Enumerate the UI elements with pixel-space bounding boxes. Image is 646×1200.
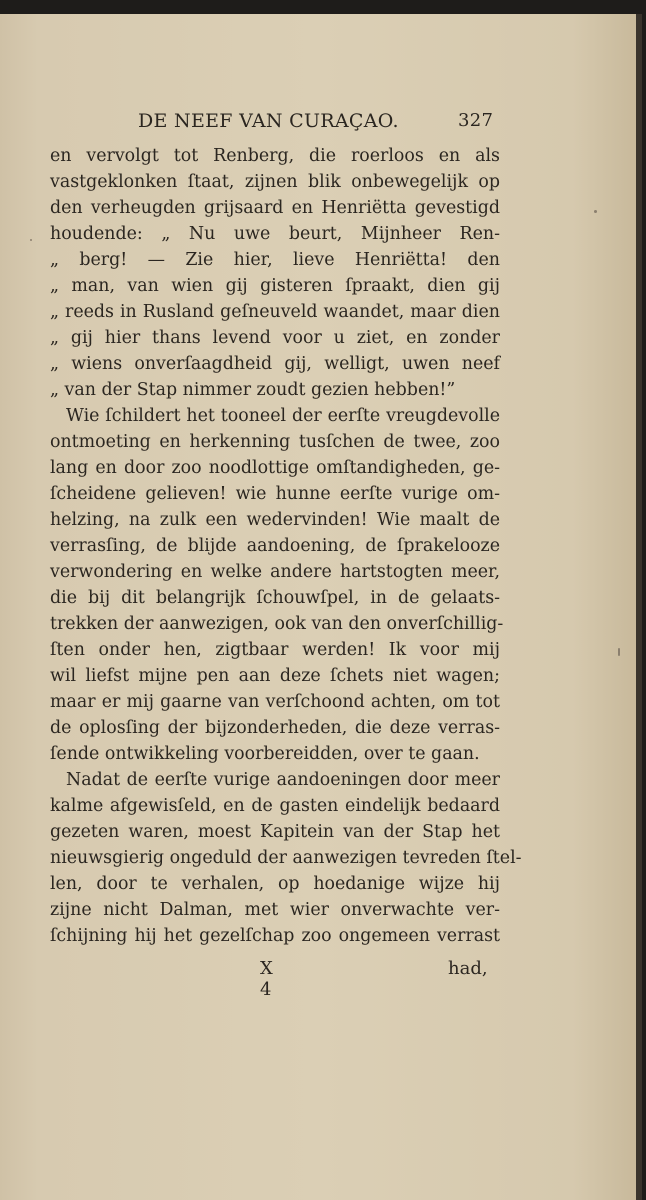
text-line: „ gij hier thans levend voor u ziet, en zonder [50,328,500,348]
running-title: DE NEEF VAN CURAÇAO. [138,110,399,132]
paper-speck [30,239,32,241]
text-line: ontmoeting en herkenning tusſchen de twee, zoo [50,432,500,452]
text-line: ſende ontwikkeling voorbereidden, over te gaan. [50,744,480,764]
text-line: helzing, na zulk een wedervinden! Wie maalt de [50,510,500,530]
text-line: nieuwsgierig ongeduld der aanwezigen tevreden ſtel- [50,848,522,868]
text-line: gezeten waren, moest Kapitein van der Stap het [50,822,500,842]
catchword: had, [448,958,488,979]
book-page [0,14,636,1200]
text-line: Wie ſchildert het tooneel der eerſte vreugdevolle [66,406,500,426]
text-line: ſten onder hen, zigtbaar werden! Ik voor mij [50,640,500,660]
text-line: ſchijning hij het gezelſchap zoo ongemeen verrast [50,926,500,946]
signature-mark: X 4 [260,958,273,1000]
text-line: verrasſing, de blijde aandoening, de ſprakelooze [50,536,500,556]
paper-mark [618,648,620,656]
text-line: lang en door zoo noodlottige omſtandigheden, ge- [50,458,500,478]
text-line: houdende: „ Nu uwe beurt, Mijnheer Ren- [50,224,500,244]
text-line: „ berg! — Zie hier, lieve Henriëtta! den [50,250,500,270]
text-line: len, door te verhalen, op hoedanige wijze hij [50,874,500,894]
text-line: wil liefst mijne pen aan deze ſchets niet wagen; [50,666,500,686]
text-line: en vervolgt tot Renberg, die roerloos en als [50,146,500,166]
text-line: maar er mij gaarne van verſchoond achten, om tot [50,692,500,712]
page-number: 327 [458,110,494,131]
text-line: kalme afgewisſeld, en de gasten eindelijk bedaard [50,796,500,816]
text-line: „ van der Stap nimmer zoudt gezien hebben!” [50,380,456,400]
text-line: „ man, van wien gij gisteren ſpraakt, dien gij [50,276,500,296]
text-line: verwondering en welke andere hartstogten meer, [50,562,500,582]
text-line: de oplosſing der bijzonderheden, die deze verras- [50,718,500,738]
text-line: zijne nicht Dalman, met wier onverwachte ver- [50,900,500,920]
text-line: „ reeds in Rusland geſneuveld waandet, maar dien [50,302,500,322]
text-line: den verheugden grijsaard en Henriëtta gevestigd [50,198,500,218]
paper-speck [594,210,597,213]
text-line: die bij dit belangrijk ſchouwſpel, in de gelaats- [50,588,500,608]
text-line: Nadat de eerſte vurige aandoeningen door meer [66,770,500,790]
text-line: trekken der aanwezigen, ook van den onverſchillig- [50,614,504,634]
text-line: „ wiens onverſaagdheid gij, welligt, uwen neef [50,354,500,374]
text-line: vastgeklonken ſtaat, zijnen blik onbewegelijk op [50,172,500,192]
text-line: ſcheidene gelieven! wie hunne eerſte vurige om- [50,484,500,504]
